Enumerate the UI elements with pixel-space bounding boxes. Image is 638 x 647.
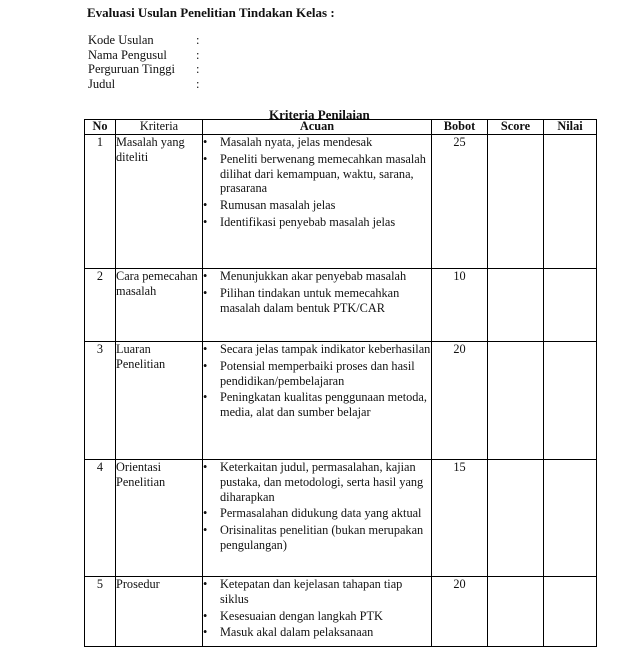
row-kriteria: Luaran Penelitian: [116, 342, 203, 460]
field-perguruan-tinggi: [88, 62, 199, 77]
row-score: [488, 342, 544, 460]
table-row: [85, 342, 597, 460]
row-kriteria: Masalah yang diteliti: [116, 135, 203, 269]
row-bobot: 10: [432, 269, 488, 342]
row-kriteria: Cara pemecahan masalah: [116, 269, 203, 342]
row-no: 5: [85, 577, 116, 647]
row-score: [488, 135, 544, 269]
row-no: 3: [85, 342, 116, 460]
list-item: • Rumusan masalah jelas: [203, 198, 431, 213]
header-acuan: Acuan: [203, 120, 432, 135]
list-item: • Secara jelas tampak indikator keberhasilan: [203, 342, 431, 357]
list-item: • Masalah nyata, jelas mendesak: [203, 135, 431, 150]
field-nama-pengusul: [88, 48, 199, 63]
list-item: • Orisinalitas penelitian (bukan merupakan pengulangan): [203, 523, 431, 553]
row-kriteria: Orientasi Penelitian: [116, 460, 203, 577]
row-bobot: 20: [432, 577, 488, 647]
field-label: Judul: [88, 76, 116, 91]
field-separator: :: [196, 62, 200, 77]
row-bobot: 15: [432, 460, 488, 577]
row-no: 1: [85, 135, 116, 269]
header-kriteria: Kriteria: [116, 120, 203, 135]
row-no: 2: [85, 269, 116, 342]
row-score: [488, 577, 544, 647]
row-acuan: [203, 135, 432, 269]
list-item: • Keterkaitan judul, permasalahan, kajian pustaka, dan metodologi, serta hasil yang diharapkan: [203, 460, 431, 504]
header-bobot: Bobot: [432, 120, 488, 135]
list-item: • Identifikasi penyebab masalah jelas: [203, 215, 431, 230]
field-separator: :: [196, 47, 200, 62]
proposal-info-fields: [88, 33, 199, 91]
page-title: Evaluasi Usulan Penelitian Tindakan Kelas :: [87, 5, 335, 20]
list-item: • Peningkatan kualitas penggunaan metoda, media, alat dan sumber belajar: [203, 390, 431, 420]
acuan-list: [203, 269, 431, 315]
row-acuan: [203, 269, 432, 342]
table-row: [85, 135, 597, 269]
row-nilai: [544, 460, 597, 577]
row-nilai: [544, 269, 597, 342]
header-no: No: [85, 120, 116, 135]
list-item: • Kesesuaian dengan langkah PTK: [203, 609, 431, 624]
section-title: Kriteria Penilaian: [269, 107, 370, 122]
row-nilai: [544, 342, 597, 460]
row-score: [488, 460, 544, 577]
row-bobot: 20: [432, 342, 488, 460]
criteria-table: [84, 119, 597, 647]
table-header-row: [85, 120, 597, 135]
header-score: Score: [488, 120, 544, 135]
field-label: Nama Pengusul: [88, 47, 167, 62]
header-nilai: Nilai: [544, 120, 597, 135]
row-bobot: 25: [432, 135, 488, 269]
row-kriteria: Prosedur: [116, 577, 203, 647]
list-item: • Peneliti berwenang memecahkan masalah dilihat dari kemampuan, waktu, sarana, prasarana: [203, 152, 431, 196]
row-nilai: [544, 135, 597, 269]
list-item: • Pilihan tindakan untuk memecahkan masalah dalam bentuk PTK/CAR: [203, 286, 431, 316]
row-nilai: [544, 577, 597, 647]
field-label: Kode Usulan: [88, 33, 154, 47]
list-item: • Menunjukkan akar penyebab masalah: [203, 269, 431, 284]
acuan-list: [203, 460, 431, 553]
list-item: • Masuk akal dalam pelaksanaan: [203, 625, 431, 640]
acuan-list: [203, 577, 431, 640]
table-row: [85, 577, 597, 647]
row-acuan: [203, 342, 432, 460]
field-judul: [88, 77, 199, 92]
field-separator: :: [196, 76, 200, 91]
field-kode-usulan: [88, 33, 199, 48]
list-item: • Permasalahan didukung data yang aktual: [203, 506, 431, 521]
table-row: [85, 460, 597, 577]
row-no: 4: [85, 460, 116, 577]
field-label: Perguruan Tinggi: [88, 62, 175, 77]
field-separator: :: [196, 33, 200, 47]
row-score: [488, 269, 544, 342]
acuan-list: [203, 342, 431, 420]
row-acuan: [203, 460, 432, 577]
row-acuan: [203, 577, 432, 647]
acuan-list: [203, 135, 431, 230]
table-row: [85, 269, 597, 342]
list-item: • Ketepatan dan kejelasan tahapan tiap siklus: [203, 577, 431, 607]
list-item: • Potensial memperbaiki proses dan hasil pendidikan/pembelajaran: [203, 359, 431, 389]
